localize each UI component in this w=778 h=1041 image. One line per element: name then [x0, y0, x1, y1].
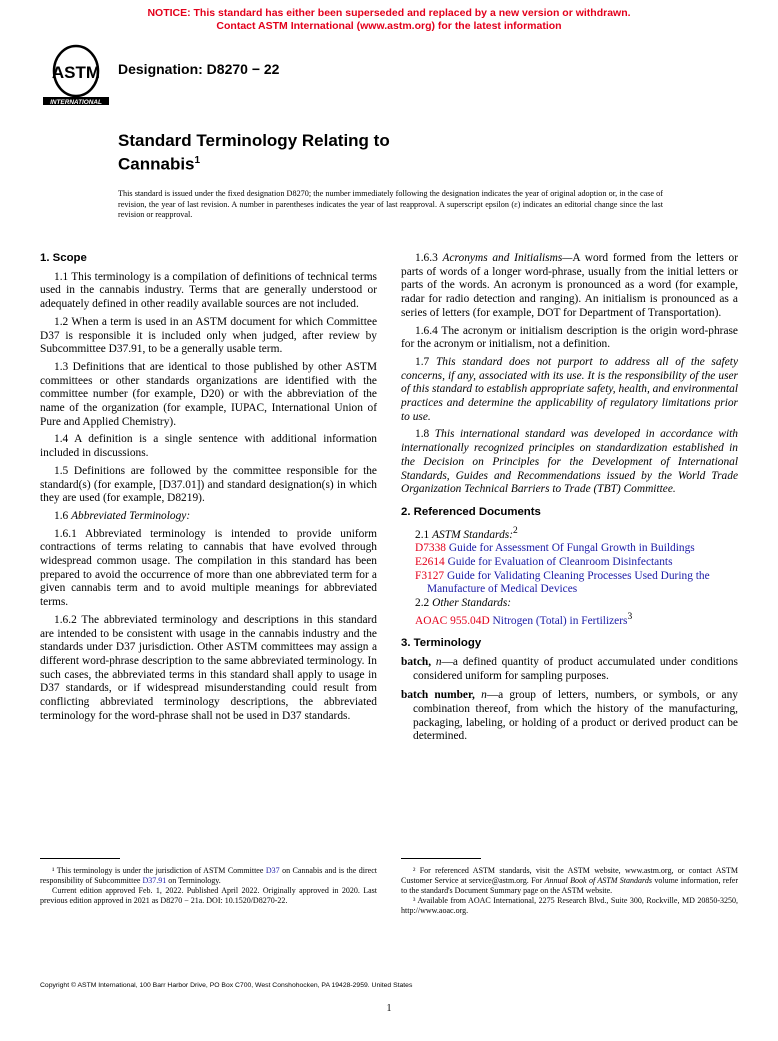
reference-item[interactable]: F3127 Guide for Validating Cleaning Processes Used During the Manufacture of Medical Devices	[415, 569, 710, 596]
logo-letters: ASTM	[51, 63, 101, 82]
designation: Designation: D8270 − 22	[118, 61, 280, 77]
title-line-2: Cannabis$^1$	[118, 154, 201, 174]
reference-item-aoac[interactable]: AOAC 955.04D Nitrogen (Total) in Fertilizers$^3$	[415, 611, 633, 627]
section-heading-scope: 1. Scope	[40, 252, 87, 264]
document-title	[118, 131, 390, 175]
para-1-1: 1.1 This terminology is a compilation of definitions of technical terms used in the cannabis industry. Terms that are generally understood or adequately defined in other readily available sources are not included.	[40, 270, 377, 311]
subcommittee-link[interactable]: D37.91	[142, 876, 167, 885]
right-column	[401, 252, 738, 750]
footnote-rule-left	[40, 858, 120, 859]
logo-word: INTERNATIONAL	[50, 99, 102, 106]
term-definition: batch, n—a defined quantity of product accumulated under conditions considered uniform for sampling purposes.	[401, 655, 738, 682]
para-1-5: 1.5 Definitions are followed by the committee responsible for the standard(s) (for example, [D37.01]) and standard designation(s) in which they are used (for example, D8219).	[40, 464, 377, 505]
para-1-6-3: 1.6.3 Acronyms and Initialisms—A word formed from the letters or parts of words of a longer word-phrase, usually from the initial letters or parts of the words. An acronym is pronounced as a word (for example, radar for radio detection and ranging). An initialism is pronounced as a series of letters (for example, DOT for Department of Transportation).	[401, 252, 738, 319]
para-1-8: 1.8 This international standard was developed in accordance with internationally recognized principles on standardization established in the Decision on Principles for the Development of International Standards, Guides and Recommendations issued by the World Trade Organization Technical Barriers to Trade (TBT) Committee.	[401, 428, 738, 496]
footnotes-left	[40, 866, 377, 906]
footnote-3: ³ Available from AOAC International, 2275 Research Blvd., Suite 300, Rockville, MD 20850-3250, http://www.aoac.org.	[401, 896, 738, 915]
footnote-1: ¹ This terminology is under the jurisdiction of ASTM Committee D37 on Cannabis and is the direct responsibility of Subcommittee D37.91 on Terminology.	[40, 866, 377, 885]
para-1-6: 1.6 Abbreviated Terminology:	[54, 509, 191, 522]
term-definition: batch number, n—a group of letters, numbers, or symbols, or any combination thereof, from which the history of the manufacturing, packaging, labeling, or holding of a product or derived product can be determined.	[401, 689, 738, 743]
para-1-2: 1.2 When a term is used in an ASTM document for which Committee D37 is responsible it is included only when judged, after review by Subcommittee D37.91, to be a generally usable term.	[40, 315, 377, 356]
section-heading-terminology: 3. Terminology	[401, 637, 482, 650]
para-1-7: 1.7 This standard does not purport to address all of the safety concerns, if any, associated with its use. It is the responsibility of the user of this standard to establish appropriate safety, health, and environmental practices and determine the applicability of regulatory limitations prior to use.	[401, 355, 738, 423]
withdrawal-notice	[0, 7, 778, 33]
footnote-1-edition: Current edition approved Feb. 1, 2022. Published April 2022. Originally approved in 2020. Last previous edition approved in 2021 as D8270 − 21a. DOI: 10.1520/D8270-22.	[40, 886, 377, 905]
preamble: This standard is issued under the fixed designation D8270; the number immediately following the designation indicates the year of original adoption or, in the case of revision, the year of last revision. A number in parentheses indicates the year of last reapproval. A superscript epsilon (ε) indicates an editorial change since the last revision or reapproval.	[118, 189, 663, 220]
para-1-3: 1.3 Definitions that are identical to those published by other ASTM committees or other standards organizations are identified with the committee number (for example, D20) or with the abbreviation of the name of the organization (for example, IUPAC, International Union of Pure and Applied Chemistry).	[40, 360, 377, 428]
left-column	[40, 252, 377, 728]
para-1-6-1: 1.6.1 Abbreviated terminology is intended to provide uniform contractions of terms relating to cannabis that have evolved through widespread common usage. The compilation in this standard has been prepared to avoid the occurrence of more than one abbreviated term for a given cannabis term and to avoid multiple meanings for abbreviated terms.	[40, 527, 377, 609]
astm-logo	[40, 44, 112, 106]
footnote-2: ² For referenced ASTM standards, visit the ASTM website, www.astm.org, or contact ASTM Customer Service at service@astm.org. For Annual Book of ASTM Standards volume information, refer to the standard's Document Summary page on the ASTM website.	[401, 866, 739, 895]
committee-link[interactable]: D37	[265, 866, 280, 875]
reference-item[interactable]: D7338 Guide for Assessment Of Fungal Growth in Buildings	[415, 542, 695, 555]
reference-item[interactable]: E2614 Guide for Evaluation of Cleanroom Disinfectants	[415, 555, 673, 568]
notice-line-1: NOTICE: This standard has either been superseded and replaced by a new version or withdrawn.	[147, 7, 631, 19]
section-heading-referenced-documents: 2. Referenced Documents	[401, 505, 541, 518]
copyright-line: Copyright © ASTM International, 100 Barr Harbor Drive, PO Box C700, West Conshohocken, PA 19428-2959. United States	[40, 982, 413, 989]
footnotes-right	[401, 866, 738, 916]
para-1-4: 1.4 A definition is a single sentence with additional information included in discussions.	[40, 433, 377, 460]
para-1-6-4: 1.6.4 The acronym or initialism description is the origin word-phrase for the acronym or initialism, not a definition.	[401, 324, 738, 351]
footnote-rule-right	[401, 858, 481, 859]
astm-standards-label: 2.1 ASTM Standards:$^2$	[415, 525, 518, 541]
title-footnote-ref[interactable]: 1	[194, 155, 201, 166]
title-line-1: Standard Terminology Relating to	[118, 131, 390, 150]
page-number: 1	[386, 1003, 392, 1014]
notice-line-2: Contact ASTM International (www.astm.org) for the latest information	[216, 20, 562, 32]
para-1-6-2: 1.6.2 The abbreviated terminology and descriptions in this standard are intended to be consistent with usage in the cannabis industry and the standards under D37 jurisdiction. Other ASTM committees may assign a different word-phrase description to the same abbreviated terminology. In such cases, the abbreviated terms in this standard shall apply to usage in D37 standards, or if widespread misunderstanding could result from conflicting abbreviated terminology descriptions, the abbreviated terminology for the word-phrase shall not be used in D37 standards.	[40, 613, 377, 722]
other-standards-label: 2.2 Other Standards:	[415, 596, 512, 609]
